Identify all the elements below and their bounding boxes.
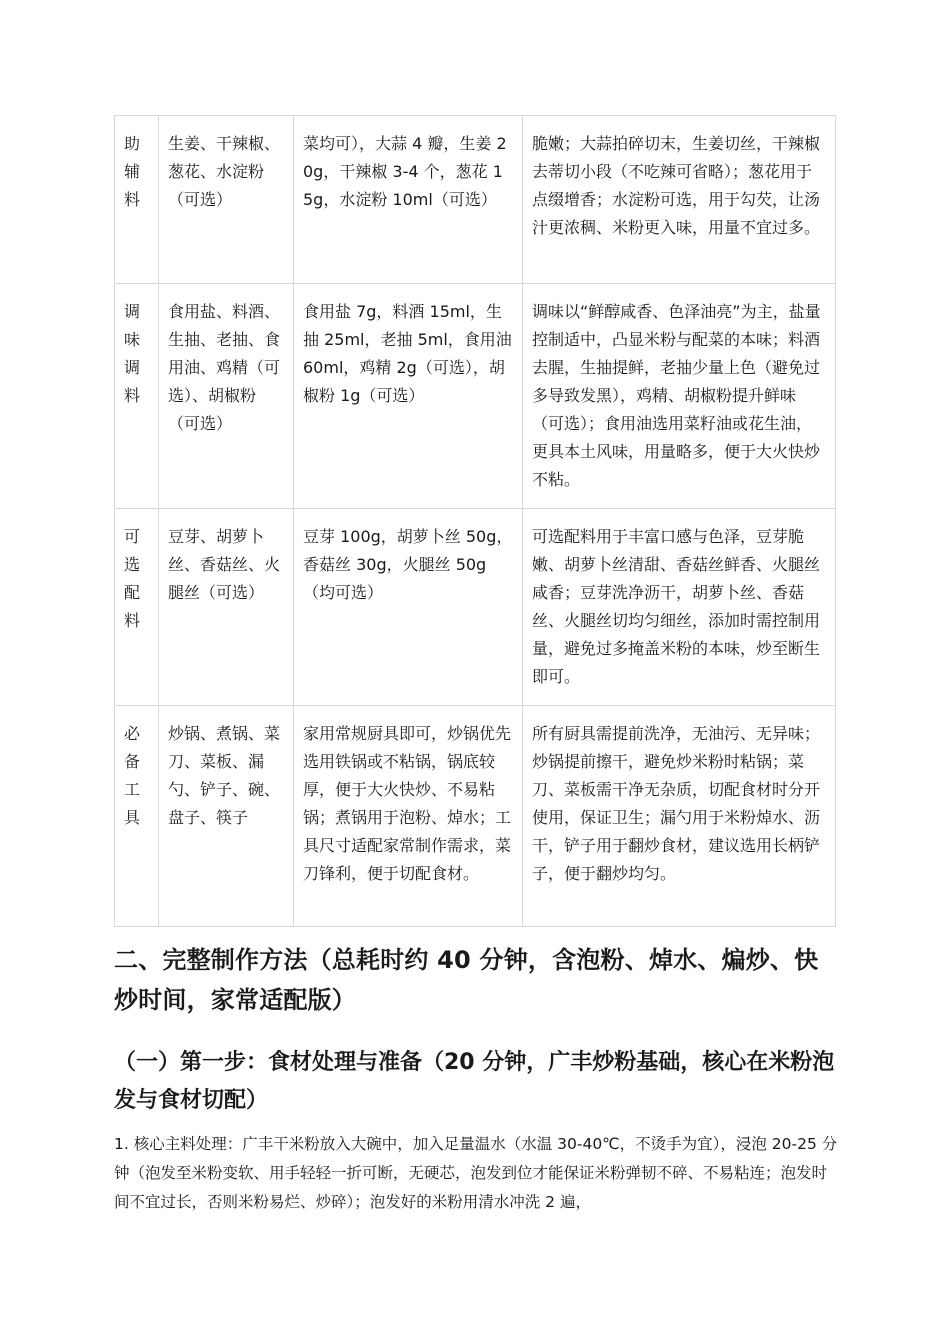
table-row [115,509,836,706]
row-items: 豆芽、胡萝卜丝、香菇丝、火腿丝（可选） [159,509,294,706]
row-amount: 食用盐 7g，料酒 15ml，生抽 25ml，老抽 5ml，食用油 60ml，鸡精 2g（可选），胡椒粉 1g（可选） [294,284,523,509]
row-notes: 所有厨具需提前洗净，无油污、无异味；炒锅提前擦干，避免炒米粉时粘锅；菜刀、菜板需干净无杂质，切配食材时分开使用，保证卫生；漏勺用于米粉焯水、沥干，铲子用于翻炒食材，建议选用长柄铲子，便于翻炒均匀。 [523,706,836,927]
row-notes: 脆嫩；大蒜拍碎切末，生姜切丝，干辣椒去蒂切小段（不吃辣可省略）；葱花用于点缀增香；水淀粉可选，用于勾芡，让汤汁更浓稠、米粉更入味，用量不宜过多。 [523,116,836,284]
row-amount: 家用常规厨具即可，炒锅优先选用铁锅或不粘锅，锅底较厚，便于大火快炒、不易粘锅；煮锅用于泡粉、焯水；工具尺寸适配家常制作需求，菜刀锋利，便于切配食材。 [294,706,523,927]
row-category: 调味调料 [115,284,159,509]
section-heading: 二、完整制作方法（总耗时约 40 分钟，含泡粉、焯水、煸炒、快炒时间，家常适配版） [114,946,819,1014]
table-row [115,116,836,284]
row-notes: 可选配料用于丰富口感与色泽，豆芽脆嫩、胡萝卜丝清甜、香菇丝鲜香、火腿丝咸香；豆芽洗净沥干，胡萝卜丝、香菇丝、火腿丝切均匀细丝，添加时需控制用量，避免过多掩盖米粉的本味，炒至断生即可。 [523,509,836,706]
row-items: 生姜、干辣椒、葱花、水淀粉（可选） [159,116,294,284]
row-items: 炒锅、煮锅、菜刀、菜板、漏勺、铲子、碗、盘子、筷子 [159,706,294,927]
ingredients-table [114,115,836,927]
row-category: 必备工具 [115,706,159,927]
table-row [115,706,836,927]
row-amount: 菜均可），大蒜 4 瓣，生姜 20g，干辣椒 3-4 个，葱花 15g，水淀粉 10ml（可选） [294,116,523,284]
step-paragraph: 1. 核心主料处理：广丰干米粉放入大碗中，加入足量温水（水温 30-40℃，不烫手为宜），浸泡 20-25 分钟（泡发至米粉变软、用手轻轻一折可断，无硬芯，泡发到位才能保证米粉弹韧不碎、不易粘连；泡发时间不宜过长，否则米粉易烂、炒碎）；泡发好的米粉用清水冲洗 2 遍， [114,1135,838,1211]
row-category: 助辅料 [115,116,159,284]
row-category: 可选配料 [115,509,159,706]
table-row [115,284,836,509]
row-notes: 调味以“鲜醇咸香、色泽油亮”为主，盐量控制适中，凸显米粉与配菜的本味；料酒去腥，生抽提鲜，老抽少量上色（避免过多导致发黑），鸡精、胡椒粉提升鲜味（可选）；食用油选用菜籽油或花生油，更具本土风味，用量略多，便于大火快炒不粘。 [523,284,836,509]
subsection-heading: （一）第一步：食材处理与准备（20 分钟，广丰炒粉基础，核心在米粉泡发与食材切配） [114,1050,835,1113]
row-items: 食用盐、料酒、生抽、老抽、食用油、鸡精（可选）、胡椒粉（可选） [159,284,294,509]
row-amount: 豆芽 100g，胡萝卜丝 50g，香菇丝 30g，火腿丝 50g（均可选） [294,509,523,706]
